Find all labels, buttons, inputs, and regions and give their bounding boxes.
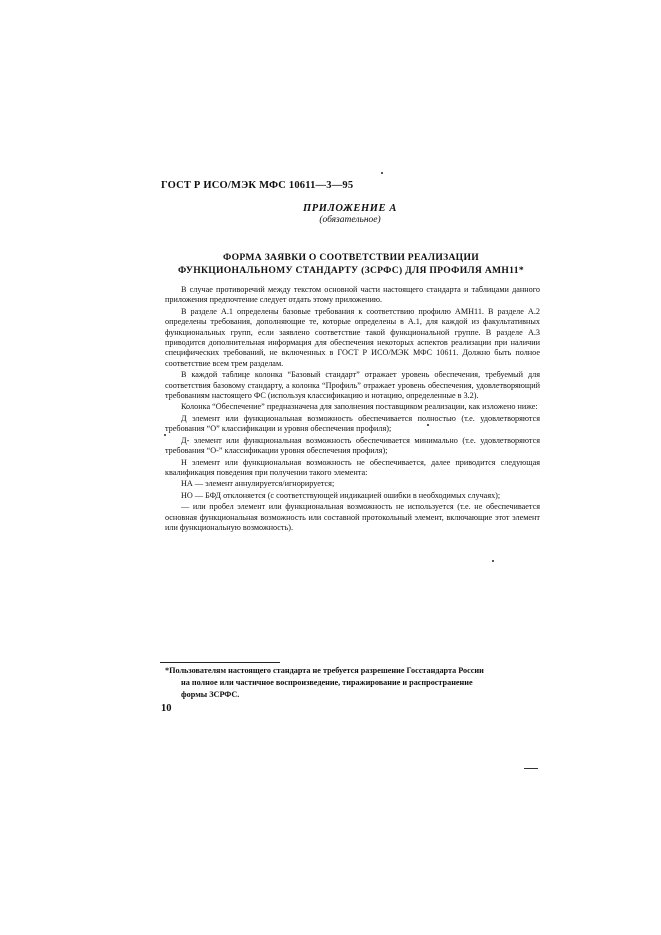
form-title-line-2: ФУНКЦИОНАЛЬНОМУ СТАНДАРТУ (ЗСРФС) ДЛЯ ПРОФИЛЯ АМН11* xyxy=(178,265,524,276)
form-title-line-1: ФОРМА ЗАЯВКИ О СООТВЕТСТВИИ РЕАЛИЗАЦИИ xyxy=(223,252,479,263)
footnote-line-1: *Пользователям настоящего стандарта не требуется разрешение Госстандарта России xyxy=(165,666,484,675)
standard-code-header: ГОСТ Р ИСО/МЭК МФС 10611—3—95 xyxy=(161,180,354,191)
paragraph-table-columns: В каждой таблице колонка “Базовый стандарт” отражает уровень обеспечения, требуемый для соответствия базовому стандарту, а колонка “Профиль” отражает уровень обеспечения, удовлетворяющий требованиям настоящего ФС (используя классификацию и нотацию, определенные в 3.2). xyxy=(165,370,540,401)
paragraph-code-dash: — или пробел элемент или функциональная возможность не используется (т.е. не обеспечивается основная функциональная возможность или составной протокольный элемент, включающие этот элемент или функциональную возможность). xyxy=(165,502,540,532)
footnote-separator xyxy=(160,662,280,663)
form-title xyxy=(160,251,542,277)
footnote-line-3: формы ЗСРФС. xyxy=(181,690,240,699)
paragraph-sections-overview: В разделе А.1 определены базовые требования к соответствию профилю АМН11. В разделе А.2 определены требования, дополняющие те, которые определены в А.1, для каждой из факультативных функциональных групп, если заявлено соответствие такой функциональной группе. В разделе А.3 приводится дополнительная информация для обеспечения некоторых аспектов реализации при наличии специфических требований, не включенных в ГОСТ Р ИСО/МЭК МФС 10611. Должно быть полное соответствие всем трем разделам. xyxy=(165,306,540,368)
page-number: 10 xyxy=(161,703,172,714)
scan-speck xyxy=(427,424,429,426)
paragraph-code-d-minus: Д- элемент или функциональная возможность обеспечивается минимально (т.е. удовлетворяются требования “О-” классификации уровня обеспечения профиля); xyxy=(165,435,540,456)
body-text xyxy=(165,285,540,534)
scan-speck xyxy=(492,560,494,562)
paragraph-code-n: Н элемент или функциональная возможность не обеспечивается, далее приводится следующая квалификация поведения при получении такого элемента: xyxy=(165,457,540,477)
paragraph-code-d: Д элемент или функциональная возможность обеспечивается полностью (т.е. удовлетворяются требования “О” классификации и уровня обеспечения профиля); xyxy=(165,413,540,434)
footnote xyxy=(165,665,540,701)
annex-title: ПРИЛОЖЕНИЕ А xyxy=(303,203,397,214)
scan-speck xyxy=(164,434,166,436)
footnote-line-2: на полное или частичное воспроизведение, тиражирование и распространение xyxy=(181,678,473,687)
paragraph-code-na: НА — элемент аннулируется/игнорируется; xyxy=(181,479,335,489)
paragraph-conflict-precedence: В случае противоречий между текстом основной части настоящего стандарта и таблицами данного приложения предпочтение следует отдать этому приложению. xyxy=(165,285,540,305)
scan-speck xyxy=(381,172,383,174)
paragraph-support-column: Колонка “Обеспечение” предназначена для заполнения поставщиком реализации, как изложено ниже: xyxy=(181,402,538,412)
scan-mark xyxy=(524,768,538,769)
annex-subtitle: (обязательное) xyxy=(319,215,381,225)
paragraph-code-no: НО — БФД отклоняется (с соответствующей индикацией ошибки в необходимых случаях); xyxy=(181,490,501,500)
